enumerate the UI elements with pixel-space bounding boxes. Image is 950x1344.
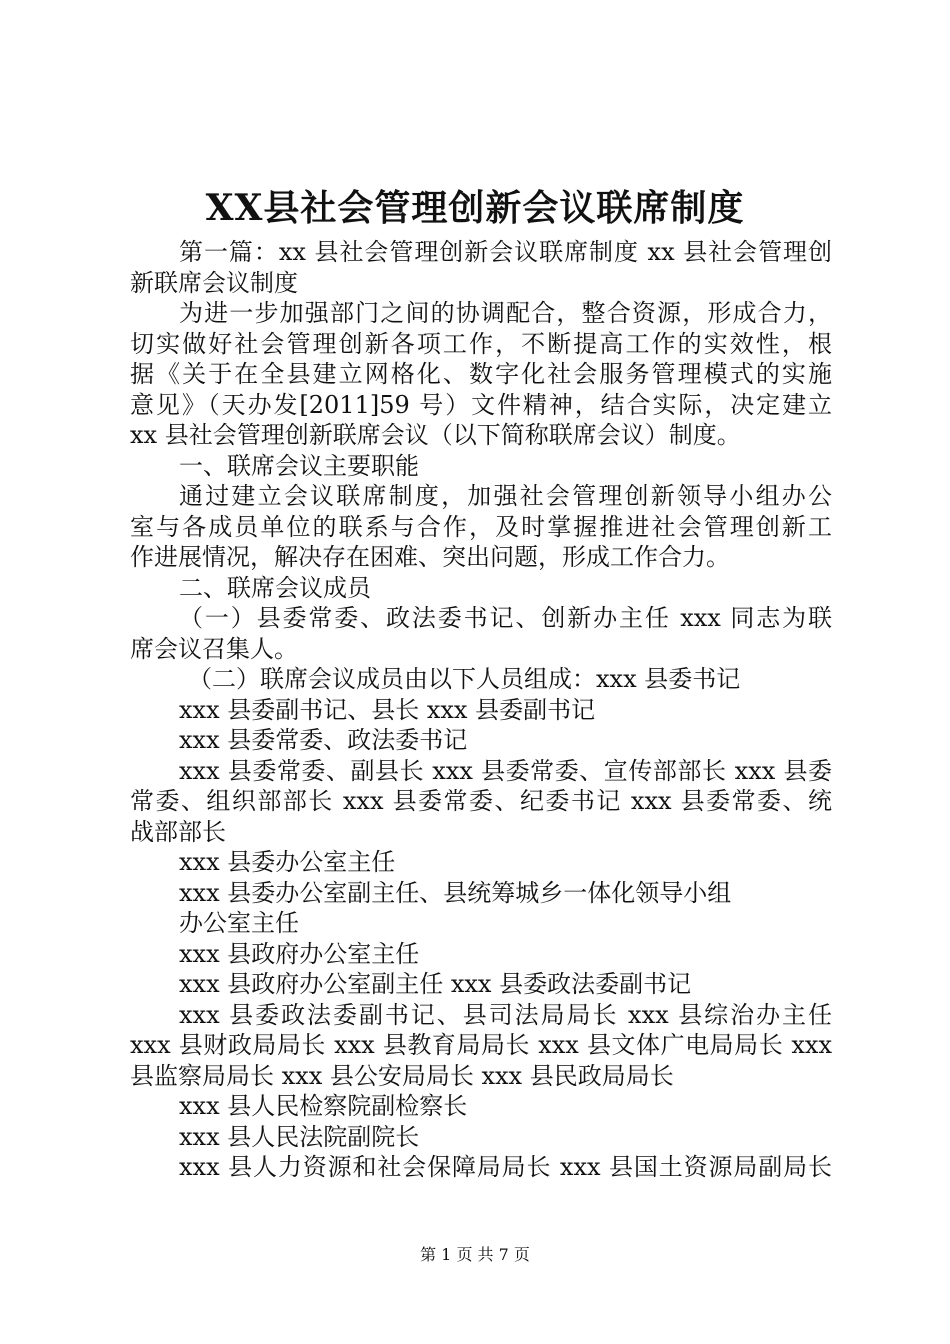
page-footer: 第 1 页 共 7 页 (420, 1245, 530, 1264)
document-body (130, 237, 832, 1183)
text-line: xxx 县人力资源和社会保障局局长 xxx 县国土资源局副局长 (179, 1153, 832, 1181)
text-line: 席会议召集人。 (130, 634, 298, 663)
text-line: xxx 县委副书记、县长 xxx 县委副书记 (179, 695, 596, 724)
text-line: xxx 县政府办公室副主任 xxx 县委政法委副书记 (179, 970, 692, 998)
text-line: xxx 县人民法院副院长 (179, 1122, 420, 1151)
text-line: xxx 县委常委、副县长 xxx 县委常委、宣传部部长 xxx 县委 (179, 756, 832, 785)
text-line: 第一篇：xx 县社会管理创新会议联席制度 xx 县社会管理创 (179, 238, 832, 266)
section-heading: 二、联席会议成员 (179, 573, 371, 602)
text-line: xxx 县委办公室副主任、县统筹城乡一体化领导小组 (179, 878, 732, 907)
text-line: xxx 县委常委、政法委书记 (179, 726, 468, 754)
section-heading: 一、联席会议主要职能 (179, 451, 419, 480)
text-line: 新联席会议制度 (130, 268, 298, 297)
text-line: 意见》（天办发[2011]59 号）文件精神，结合实际，决定建立 (130, 390, 832, 419)
text-line: 办公室主任 (179, 909, 299, 937)
text-line: （二）联席会议成员由以下人员组成：xxx 县委书记 (188, 665, 741, 693)
document-title: XX县社会管理创新会议联席制度 (205, 187, 745, 229)
text-line: 室与各成员单位的联系与合作，及时掌握推进社会管理创新工 (130, 512, 832, 541)
text-line: （一）县委常委、政法委书记、创新办主任 xxx 同志为联 (179, 604, 832, 632)
text-line: xx 县社会管理创新联席会议（以下简称联席会议）制度。 (130, 421, 741, 449)
text-line: 为进一步加强部门之间的协调配合，整合资源，形成合力， (179, 299, 832, 327)
text-line: 作进展情况，解决存在困难、突出问题，形成工作合力。 (130, 543, 730, 571)
text-line: xxx 县委政法委副书记、县司法局局长 xxx 县综治办主任 (179, 1000, 832, 1029)
text-line: 切实做好社会管理创新各项工作，不断提高工作的实效性，根 (130, 329, 832, 358)
text-line: 常委、组织部部长 xxx 县委常委、纪委书记 xxx 县委常委、统 (130, 787, 832, 815)
text-line: xxx 县委办公室主任 (179, 848, 396, 876)
text-line: xxx 县财政局局长 xxx 县教育局局长 xxx 县文体广电局局长 xxx (130, 1031, 832, 1059)
text-line: xxx 县政府办公室主任 (179, 939, 420, 968)
text-line: 通过建立会议联席制度，加强社会管理创新领导小组办公 (179, 482, 832, 510)
text-line: xxx 县人民检察院副检察长 (179, 1092, 468, 1120)
text-line: 据《关于在全县建立网格化、数字化社会服务管理模式的实施 (130, 360, 832, 388)
text-line: 战部部长 (130, 817, 226, 846)
text-line: 县监察局局长 xxx 县公安局局长 xxx 县民政局局长 (130, 1061, 674, 1090)
